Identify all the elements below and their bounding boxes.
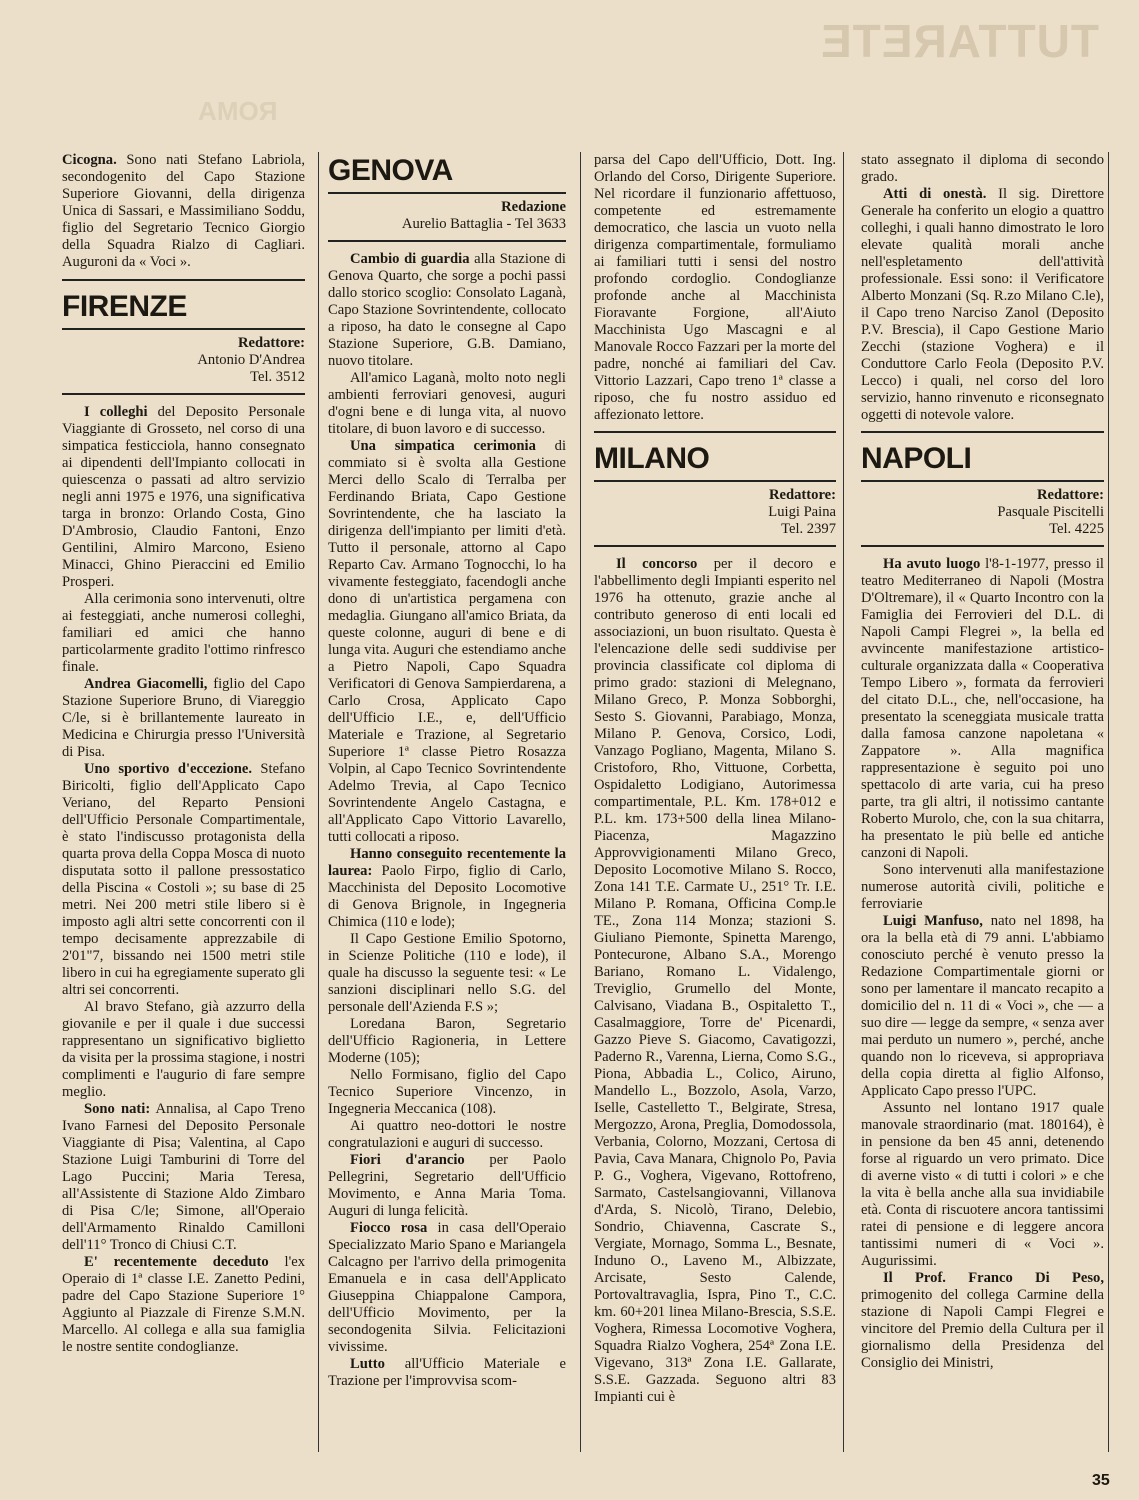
paragraph-lead: E' recentemente deceduto (84, 1254, 269, 1270)
paragraph-text: nato nel 1898, ha ora la bella età di 79 anni. L'abbiamo conosciuto perché è venuto presso la Redazione Compartimentale giorni or sono per lamentare il mancato recapito a domicilio del n. 11 di « Voci », che — a suo dire — legge da sempre, « senza aver mai perduto un numero », perché, anche quando non lo riceveva, si appropriava della copia diretta al figlio Alfonso, Applicato Capo presso l'UPC. (861, 913, 1104, 1099)
paragraph-text: stato assegnato il diploma di secondo grado. (861, 152, 1104, 185)
article-paragraph (861, 152, 1104, 186)
paragraph-text: del Deposito Personale Viaggiante di Grosseto, nel corso di una simpatica festicciola, hanno consegnato ai dipendenti dell'Impianto collocati in quiescenza o passati ad altro servizio negli anni 1975 e 1976, una significativa targa in bronzo: Orlando Costa, Gino D'Ambrosio, Claudio Fantoni, Enzo Gentilini, Almiro Marcono, Esieno Minacci, Ghino Pieraccini ed Emilio Prosperi. (62, 404, 305, 590)
article-paragraph (328, 846, 566, 931)
paragraph-lead: Sono nati: (84, 1101, 151, 1117)
article-paragraph (62, 404, 305, 591)
article-paragraph (62, 1101, 305, 1254)
article-paragraph (861, 862, 1104, 913)
editor-role: Redattore: (769, 487, 836, 503)
editor-role: Redazione (501, 199, 566, 215)
paragraph-text: Nello Formisano, figlio del Capo Tecnico Superiore Vincenzo, in Ingegneria Meccanica (108). (328, 1067, 566, 1117)
napoli-articles (861, 556, 1104, 1372)
paragraph-text: figlio del Capo Stazione Superiore Bruno, di Viareggio C/le, si è brillantemente laureato in Medicina e Chirurgia presso l'Università di Pisa. (62, 676, 305, 760)
section-separator (62, 279, 305, 281)
editor-name: Pasquale Piscitelli (997, 504, 1104, 520)
title-underline (328, 192, 566, 194)
article-paragraph (594, 556, 836, 1406)
editor-tel: Tel. 4225 (1049, 521, 1104, 537)
paragraph-lead: Ha avuto luogo (883, 556, 981, 572)
article-paragraph (328, 1152, 566, 1220)
page-number: 35 (1092, 1472, 1110, 1489)
title-underline (861, 480, 1104, 482)
paragraph-lead: Atti di onestà. (883, 186, 987, 202)
bleed-through-header: TUTTARETE (819, 15, 1099, 67)
article-paragraph (328, 1016, 566, 1067)
paragraph-text: all'Ufficio Materiale e Trazione per l'improvvisa scom- (328, 1356, 566, 1389)
milano-intro (594, 152, 836, 424)
section-separator (328, 240, 566, 242)
article-paragraph (594, 152, 836, 424)
paragraph-text: Il sig. Direttore Generale ha conferito un elogio a quattro colleghi, i quali hanno dimostrato le loro elevate qualità morali anche nell'espletamento dell'attività professionale. Essi sono: il Verificatore Alberto Monzani (Sq. R.zo Milano C.le), il Capo treno Narciso Zanol (Deposito P.V. Brescia), il Capo Gestione Mario Zecchi (stazione Voghera) e il Conduttore Carlo Feola (Deposito P.V. Lecco) i quali, nel corso del loro servizio, hanno rinvenuto e riconsegnato oggetti di notevole valore. (861, 186, 1104, 423)
article-paragraph (62, 761, 305, 999)
article-paragraph (62, 999, 305, 1101)
editor-tel: Tel. 3512 (250, 369, 305, 385)
section-title-genova: GENOVA (328, 154, 453, 187)
paragraph-text: per Paolo Pellegrini, Segretario dell'Ufficio Movimento, e Anna Maria Toma. Auguri di lunga felicità. (328, 1152, 566, 1219)
paragraph-text: All'amico Laganà, molto noto negli ambienti ferroviari genovesi, auguri d'ogni bene e di lunga vita, al nuovo titolare, di buon lavoro e di successo. (328, 370, 566, 437)
paragraph-lead: Fiori d'arancio (350, 1152, 465, 1168)
section-separator (861, 431, 1104, 433)
section-separator (594, 431, 836, 433)
editor-credit (62, 335, 305, 386)
article-paragraph (328, 1118, 566, 1152)
paragraph-text: primogenito del collega Carmine della stazione di Napoli Campi Flegrei e vincitore del Premio della Cultura per il giornalismo della Presidenza del Consiglio dei Ministri, (861, 1287, 1104, 1371)
paragraph-text: Alla cerimonia sono intervenuti, oltre ai festeggiati, anche numerosi colleghi, familiari ed amici che hanno particolarmente gradito l'ottimo rinfresco finale. (62, 591, 305, 675)
article-paragraph (328, 1067, 566, 1118)
title-underline (594, 480, 836, 482)
editor-credit (861, 487, 1104, 538)
paragraph-lead: Hanno conseguito recentemente la laurea: (328, 846, 566, 879)
article-paragraph (861, 913, 1104, 1100)
paragraph-lead: Il Prof. Franco Di Peso, (883, 1270, 1104, 1286)
paragraph-lead: Una simpatica cerimonia (350, 438, 536, 454)
paragraph-text: per il decoro e l'abbellimento degli Impianti esperito nel 1976 ha ottenuto, grazie anche al contributo generoso di enti locali ed associazioni, un buon risultato. Questa è l'elencazione delle sedi suddivise per provincia classificate col diploma di primo grado: stazioni di Melegnano, Milano Greco, P. Monza Sobborghi, Sesto S. Giovanni, Parabiago, Monza, Milano P. Genova, Corsico, Lodi, Vanzago Pogliano, Magenta, Milano S. Cristoforo, Rho, Vittuone, Corbetta, Ospidaletto Lodigiano, Autorimessa compartimentale, P.L. Km. 178+012 e P.L. km. 173+500 della linea Milano-Piacenza, Magazzino Approvvigionamenti Milano Greco, Deposito Locomotive Milano S. Rocco, Zona 141 T.E. Carmate U., 251° Tr. I.E. Milano P. Romana, Officina Comp.le TE., Zona 114 Monza; stazioni S. Giuliano Piemonte, Spinetta Marengo, Pontecurone, Albano S.A., Morengo Bariano, Romano L. Vidalengo, Treviglio, Grumello del Monte, Calvisano, Viadana B., Ospitaletto T., Casalmaggiore, Torre de' Picenardi, Gazzo Pieve S. Giacomo, Cavatigozzi, Paderno R., Varenna, Lierna, Como S.G., Piona, Abbadia L., Colico, Airuno, Mandello L., Bozzolo, Asola, Varzo, Iselle, Castelletto T., Belgirate, Stresa, Mergozzo, Arona, Preglia, Domodossola, Verbania, Colorno, Mozzani, Certosa di Pavia, Cava Manara, Chignolo Po, Pavia P. G., Voghera, Vigevano, Rottofreno, Sarmato, Castelsangiovanni, Villanova d'Arda, S. Nicolò, Tirano, Delebio, Sondrio, Chiavenna, Cascrate S., Vergiate, Mornago, Somma L., Besnate, Induno O., Laveno M., Albizzate, Arcisate, Sesto Calende, Portovaltravaglia, Ispra, Pino T., C.C. km. 60+201 linea Milano-Brescia, S.S.E. Voghera, Rimessa Locomotive Voghera, Squadra Rialzo Voghera, 254ª Zona I.E. Vigevano, 313ª Zona I.E. Gallarate, S.S.E. Gazzada. Seguono altri 83 Impianti cui è (594, 556, 836, 1405)
article-paragraph (62, 676, 305, 761)
editor-tel: Tel. 2397 (781, 521, 836, 537)
article-paragraph (328, 1356, 566, 1390)
article-paragraph (328, 251, 566, 370)
firenze-articles (62, 404, 305, 1356)
article-paragraph (328, 370, 566, 438)
editor-name: Luigi Paina (768, 504, 836, 520)
paragraph-lead: I colleghi (84, 404, 148, 420)
article-paragraph (328, 438, 566, 846)
paragraph-text: Il Capo Gestione Emilio Spotorno, in Scienze Politiche (110 e lode), il quale ha discusso la seguente tesi: « Le sanzioni disciplinari nello S.G. del personale dell'Azienda F.S »; (328, 931, 566, 1015)
editor-role: Redattore: (238, 335, 305, 351)
article-paragraph (328, 931, 566, 1016)
paragraph-lead: Uno sportivo d'eccezione. (84, 761, 252, 777)
paragraph-text: in casa dell'Operaio Specializzato Mario Spano e Mariangela Calcagno per l'arrivo della primogenita Emanuela e in casa dell'Applicato Giuseppina Chiappalone Campora, dell'Ufficio Movimento, per la secondogenita Silvia. Felicitazioni vivissime. (328, 1220, 566, 1355)
paragraph-text: Loredana Baron, Segretario dell'Ufficio Ragioneria, in Lettere Moderne (105); (328, 1016, 566, 1066)
column-milano (594, 152, 836, 1462)
article-paragraph (328, 1220, 566, 1356)
paragraph-lead: Fiocco rosa (350, 1220, 428, 1236)
editor-name: Aurelio Battaglia - Tel 3633 (401, 216, 566, 232)
bleed-through-roma: ROMA (198, 96, 278, 126)
napoli-intro (861, 152, 1104, 424)
editor-name: Antonio D'Andrea (197, 352, 305, 368)
editor-role: Redattore: (1037, 487, 1104, 503)
column-napoli (861, 152, 1104, 1462)
article-paragraph (861, 1100, 1104, 1270)
paragraph-text: Annalisa, al Capo Treno Ivano Farnesi del Deposito Personale Viaggiante di Pisa; Valentina, al Capo Stazione Luigi Tamburini di Torre del Lago Puccini; Maria Teresa, all'Assistente di Stazione Aldo Zimbaro di Pisa C/le; Simone, all'Operaio dell'Armamento Rinaldo Camilloni dell'11° Tronco di Chiusi C.T. (62, 1101, 305, 1253)
paragraph-text: Sono intervenuti alla manifestazione numerose autorità civili, politiche e ferroviarie (861, 862, 1104, 912)
section-separator (594, 545, 836, 547)
article-paragraph (861, 1270, 1104, 1372)
genova-articles (328, 251, 566, 1390)
paragraph-text: di commiato si è svolta alla Gestione Merci dello Scalo di Terralba per Ferdinando Briata, Capo Gestione Sovrintendente, che ha lasciato la dirigenza dell'impianto per limiti d'età. Tutto il personale, attorno al Capo Reparto Cav. Armano Tognocchi, lo ha vivamente festeggiato, facendogli anche dono di un'artistica pergamena con medaglia. Giungano all'amico Briata, da queste colonne, auguri di bene e di lunga vita. Auguri che estendiamo anche a Pietro Napoli, Capo Squadra Verificatori di Genova Sampierdarena, a Carlo Crosa, Applicato Capo dell'Ufficio I.E., e, dell'Ufficio Materiale e Trazione, al Segretario Superiore 1ª classe Pietro Rosazza Volpin, al Capo Tecnico Sovrintendente Adelmo Trevia, al Capo Tecnico Sovrintendente Angelo Castagna, e all'Applicato Capo Vittorio Lavarello, tutti collocati a riposo. (328, 438, 566, 845)
milano-articles (594, 556, 836, 1406)
cicogna-intro (62, 152, 305, 271)
paragraph-text: l'ex Operaio di 1ª classe I.E. Zanetto Pedini, padre del Capo Stazione Superiore 1° Aggiunto al Piazzale di Firenze S.M.N. Marcello. Al collega e alla sua famiglia le nostre sentite condoglianze. (62, 1254, 305, 1355)
section-title-firenze: FIRENZE (62, 290, 187, 323)
paragraph-text: Al bravo Stefano, già azzurro della giovanile e per il quale i due successi rappresentano un significativo biglietto da visita per la prossima stagione, i nostri complimenti e l'augurio di fare sempre meglio. (62, 999, 305, 1100)
section-title-napoli: NAPOLI (861, 442, 972, 475)
paragraph-lead: Andrea Giacomelli, (84, 676, 208, 692)
article-columns (62, 152, 1112, 1462)
paragraph-text: Paolo Firpo, figlio di Carlo, Macchinista del Deposito Locomotive di Genova Brignole, in Ingegneria Chimica (110 e lode); (328, 863, 566, 930)
paragraph-lead: Cambio di guardia (350, 251, 470, 267)
column-genova (328, 152, 566, 1462)
paragraph-lead: Lutto (350, 1356, 385, 1372)
paragraph-text: parsa del Capo dell'Ufficio, Dott. Ing. Orlando del Corso, Dirigente Superiore. Nel ricordare il funzionario affettuoso, competente ed estremamente democratico, che lascia un vuoto nella dirigenza compartimentale, formuliamo ai familiari tutti i sensi del nostro profondo cordoglio. Condoglianze profonde anche al Macchinista Fioravante Forgione, all'Aiuto Macchinista Ugo Mascagni e al Manovale Rocco Fazzari per la morte del padre, nonché ai familiari del Cav. Vittorio Lazzari, Capo treno 1ª classe a riposo, che fu nostro assiduo ed affezionato lettore. (594, 152, 836, 423)
paragraph-text: Sono nati Stefano Labriola, secondogenito del Capo Stazione Superiore Giovanni, della dirigenza Unica di Sassari, e Massimiliano Soddu, figlio del Segretario Tecnico Giorgio della Squadra Rialzo di Cagliari. Auguroni da « Voci ». (62, 152, 305, 270)
article-paragraph (62, 1254, 305, 1356)
article-paragraph (861, 186, 1104, 424)
column-firenze (62, 152, 305, 1462)
paragraph-text: Stefano Biricolti, figlio dell'Applicato Capo Veriano, del Reparto Pensioni dell'Ufficio Personale Compartimentale, è stato l'indiscusso protagonista della quarta prova della Coppa Mosca di nuoto disputata sotto il pallone pressostatico della Piscina « Costoli »; su base di 25 metri. Nei 200 metri stile libero si è imposto agli altri sette concorrenti con il tempo decisamente apprezzabile di 2'01"7, bissando nei 1500 metri stile libero in cui ha egregiamente superato gli altri sei concorrenti. (62, 761, 305, 998)
article-paragraph (861, 556, 1104, 862)
paragraph-lead: Luigi Manfuso, (883, 913, 983, 929)
paragraph-text: alla Stazione di Genova Quarto, che sorge a pochi passi dallo storico scoglio: Consolato Laganà, Capo Stazione Sovrintendente, collocato a riposo, ha dato le consegne al Capo Stazione Superiore, G.B. Damiano, nuovo titolare. (328, 251, 566, 369)
paragraph-text: l'8-1-1977, presso il teatro Mediterraneo di Napoli (Mostra D'Oltremare), il « Quarto Incontro con la Famiglia dei Ferrovieri del D.L. di Napoli Campi Flegrei », la bella ed avvincente manifestazione artistico-culturale organizzata dalla « Cooperativa Tempo Libero », formata da ferrovieri del citato D.L., che, nell'occasione, ha presentato la sceneggiata musicale tratta dalla famosa canzone napoletana « Zappatore ». Alla magnifica rappresentazione è seguito poi uno spettacolo di arte varia, cui ha preso parte, tra gli altri, il notissimo cantante Roberto Murolo, che, con la sua chitarra, ha presentato le più belle ed antiche canzoni di Napoli. (861, 556, 1104, 861)
paragraph-text: Assunto nel lontano 1917 quale manovale straordinario (mat. 180164), è in pensione da ben 45 anni, detenendo forse al riguardo un vero primato. Dice di averne visto « di tutti i colori » e che la vita è bella anche alla sua invidiabile età. Conta di riscuotere ancora tantissimi ratei di pensione e di leggere ancora tantissimi numeri di « Voci ». Augurissimi. (861, 1100, 1104, 1269)
paragraph-text: Ai quattro neo-dottori le nostre congratulazioni e auguri di successo. (328, 1118, 566, 1151)
section-separator (62, 393, 305, 395)
paragraph-lead: Cicogna. (62, 152, 117, 168)
editor-credit (328, 199, 566, 233)
title-underline (62, 328, 305, 330)
section-separator (861, 545, 1104, 547)
section-title-milano: MILANO (594, 442, 710, 475)
article-paragraph (62, 152, 305, 271)
editor-credit (594, 487, 836, 538)
paragraph-lead: Il concorso (616, 556, 698, 572)
article-paragraph (62, 591, 305, 676)
